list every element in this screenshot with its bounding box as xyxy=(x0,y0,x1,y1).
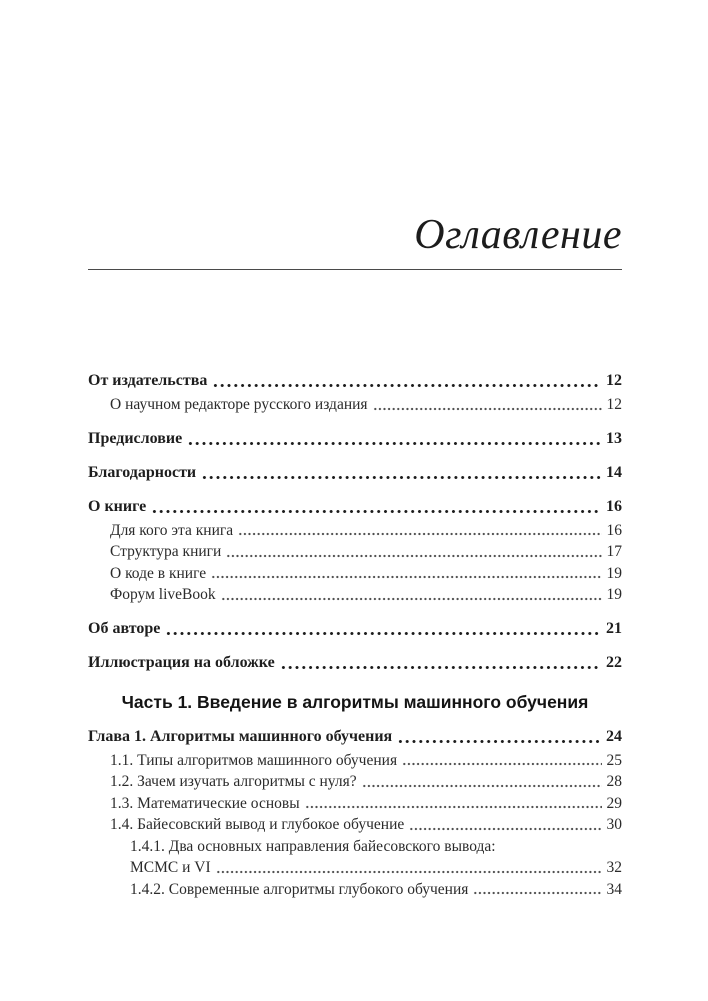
toc-entry[interactable] xyxy=(88,879,622,901)
toc-entry-page: 28 xyxy=(606,773,622,791)
toc-entry[interactable] xyxy=(88,771,622,793)
toc-entry-page: 16 xyxy=(606,497,622,515)
dotted-leader xyxy=(165,618,601,640)
toc-entry-label: Для кого эта книга xyxy=(110,521,234,539)
page-content xyxy=(88,0,622,900)
table-of-contents xyxy=(88,370,622,900)
dotted-leader xyxy=(402,750,601,772)
dotted-leader xyxy=(221,584,602,606)
toc-entry-page: 12 xyxy=(606,396,622,414)
dotted-leader xyxy=(201,462,601,484)
toc-entry-label: О книге xyxy=(88,497,147,515)
toc-entry[interactable] xyxy=(88,563,622,585)
toc-entry-label: О научном редакторе русского издания xyxy=(110,396,368,414)
toc-entry[interactable] xyxy=(88,584,622,606)
toc-entry-label: От издательства xyxy=(88,372,208,390)
toc-entry[interactable] xyxy=(88,618,622,640)
toc-entry[interactable] xyxy=(88,462,622,484)
toc-entry[interactable] xyxy=(88,541,622,563)
dotted-leader xyxy=(238,520,601,542)
dotted-leader xyxy=(226,541,601,563)
toc-entry-page: 32 xyxy=(606,859,622,877)
toc-entry-page: 17 xyxy=(606,543,622,561)
toc-entry-label: Благодарности xyxy=(88,463,197,481)
part-heading: Часть 1. Введение в алгоритмы машинного обучения xyxy=(121,691,589,712)
toc-entry-label: Форум liveBook xyxy=(110,586,216,604)
toc-entry[interactable] xyxy=(88,836,622,858)
toc-entry[interactable] xyxy=(88,652,622,674)
toc-entry-page: 34 xyxy=(606,880,622,898)
dotted-leader xyxy=(473,879,601,901)
toc-entry-page: 29 xyxy=(606,794,622,812)
toc-entry-page: 30 xyxy=(606,816,622,834)
dotted-leader xyxy=(373,394,602,416)
toc-entry-label: 1.3. Математические основы xyxy=(110,794,300,812)
dotted-leader xyxy=(212,370,601,392)
toc-entry[interactable] xyxy=(88,496,622,518)
toc-entry[interactable] xyxy=(88,726,622,748)
toc-entry-label: Структура книги xyxy=(110,543,222,561)
toc-entry-label: 1.4.1. Два основных направления байесовского вывода: xyxy=(130,837,496,855)
toc-entry-page: 12 xyxy=(606,372,622,390)
toc-entry-page: 25 xyxy=(606,751,622,769)
toc-entry-label: 1.1. Типы алгоритмов машинного обучения xyxy=(110,751,398,769)
toc-entry[interactable] xyxy=(88,370,622,392)
toc-entry-page: 21 xyxy=(606,619,622,637)
dotted-leader xyxy=(280,652,601,674)
toc-entry[interactable] xyxy=(88,814,622,836)
toc-entry[interactable] xyxy=(88,394,622,416)
toc-entry-label: Предисловие xyxy=(88,429,183,447)
toc-entry-label: MCMC и VI xyxy=(130,859,211,877)
dotted-leader xyxy=(187,428,601,450)
dotted-leader xyxy=(305,793,602,815)
dotted-leader xyxy=(409,814,601,836)
toc-entry-page: 14 xyxy=(606,463,622,481)
dotted-leader xyxy=(211,563,601,585)
page-title: Оглавление xyxy=(414,212,622,258)
toc-entry-label: Об авторе xyxy=(88,619,161,637)
toc-entry[interactable] xyxy=(88,428,622,450)
toc-entry[interactable] xyxy=(88,857,622,879)
toc-entry-label: 1.4.2. Современные алгоритмы глубокого обучения xyxy=(130,880,469,898)
toc-entry[interactable] xyxy=(88,793,622,815)
title-rule xyxy=(88,269,622,270)
toc-entry[interactable] xyxy=(88,750,622,772)
toc-entry-label: Глава 1. Алгоритмы машинного обучения xyxy=(88,727,393,745)
dotted-leader xyxy=(151,496,601,518)
toc-entry-page: 22 xyxy=(606,653,622,671)
toc-entry-page: 24 xyxy=(606,727,622,745)
toc-entry-label: Иллюстрация на обложке xyxy=(88,653,275,671)
dotted-leader xyxy=(397,726,601,748)
toc-entry-page: 16 xyxy=(606,521,622,539)
toc-entry-label: О коде в книге xyxy=(110,564,207,582)
toc-entry-page: 19 xyxy=(606,564,622,582)
toc-entry-page: 13 xyxy=(606,429,622,447)
toc-entry-label: 1.2. Зачем изучать алгоритмы с нуля? xyxy=(110,773,357,791)
toc-entry[interactable] xyxy=(88,520,622,542)
toc-entry-label: 1.4. Байесовский вывод и глубокое обучение xyxy=(110,816,405,834)
toc-entry-page: 19 xyxy=(606,586,622,604)
dotted-leader xyxy=(216,857,602,879)
dotted-leader xyxy=(362,771,602,793)
